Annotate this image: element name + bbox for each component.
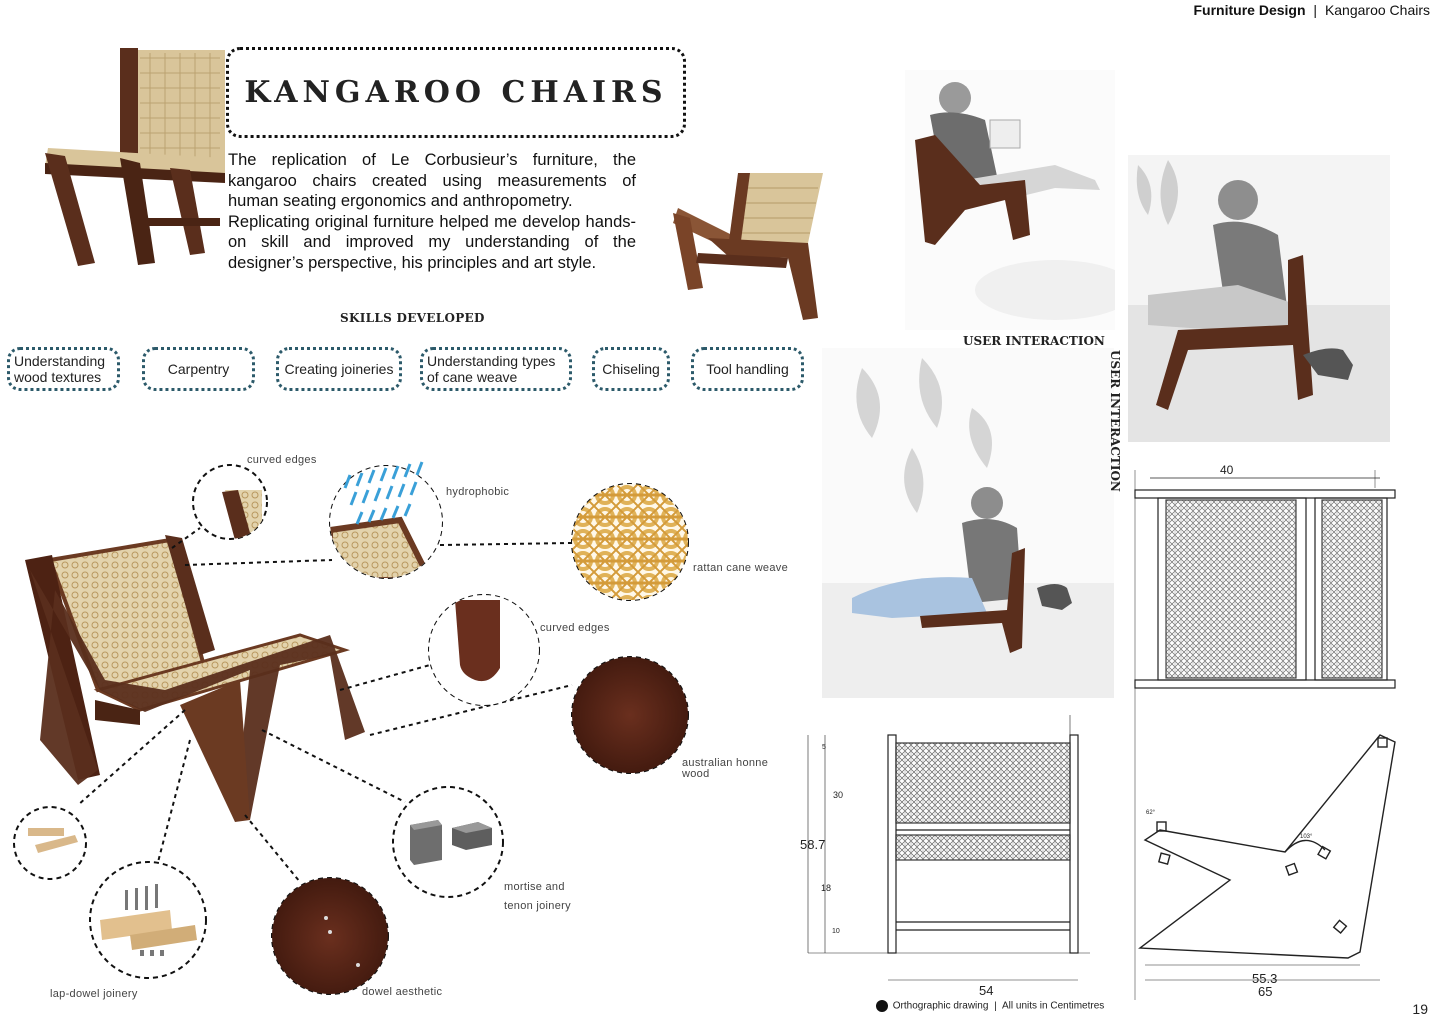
label-hydrophobic: hydrophobic xyxy=(446,486,510,498)
user-interaction-label: USER INTERACTION xyxy=(963,334,1105,348)
chair-photo-back xyxy=(40,48,230,270)
label-dowel: dowel aesthetic xyxy=(362,986,443,998)
dim-top-width: 40 xyxy=(1220,463,1234,477)
header-subject: Kangaroo Chairs xyxy=(1324,2,1430,18)
caption-separator: | xyxy=(994,1000,997,1012)
dim-front-5: 5 xyxy=(822,744,826,751)
main-chair-illustration xyxy=(25,535,365,822)
header-section: Furniture Design xyxy=(1193,2,1306,18)
skill-pill-cane-weave xyxy=(420,347,572,391)
page-number: 19 xyxy=(1412,1001,1428,1017)
top-view xyxy=(1135,470,1395,1000)
caption-text: Orthographic drawing xyxy=(892,1000,989,1012)
intro-text xyxy=(228,150,636,273)
chair-detail-diagram xyxy=(0,440,820,1015)
dim-front-18: 18 xyxy=(821,883,832,893)
skill-pill-chiseling xyxy=(592,347,670,391)
dim-front-10: 10 xyxy=(832,928,840,935)
page-header xyxy=(1194,2,1431,18)
skill-label: Understanding wood textures xyxy=(14,353,106,385)
dim-front-height: 58.7 xyxy=(800,837,826,852)
user-photo-reading-2 xyxy=(1128,155,1390,442)
title-box xyxy=(226,47,686,138)
skill-label: Understanding types of cane weave xyxy=(427,353,556,385)
front-view xyxy=(808,715,1090,980)
skills-heading: SKILLS DEVELOPED xyxy=(340,311,485,325)
dim-angle-62: 62° xyxy=(1146,810,1156,816)
dim-angle-103: 103° xyxy=(1300,834,1313,840)
label-mortise: mortise and tenon joinery xyxy=(504,881,571,912)
caption-units: All units in Centimetres xyxy=(1002,1000,1105,1012)
side-view xyxy=(1140,735,1395,980)
chair-photo-side xyxy=(668,168,828,323)
label-curved-edges-top: curved edges xyxy=(247,454,317,466)
dim-side-total: 65 xyxy=(1258,984,1273,999)
drawing-caption xyxy=(876,1000,1104,1012)
skill-pill-joineries xyxy=(276,347,402,391)
skill-label: Carpentry xyxy=(167,361,230,377)
skill-pill-tool-handling xyxy=(691,347,804,391)
skill-label: Tool handling xyxy=(706,361,789,377)
skill-pill-carpentry xyxy=(142,347,255,391)
label-curved-edges-leg: curved edges xyxy=(540,622,610,634)
dim-front-width: 54 xyxy=(979,983,994,998)
intro-paragraph-1: The replication of Le Corbusieur’s furniture, the kangaroo chairs created using measurements of human seating ergonomics and anthropometry. xyxy=(228,151,636,210)
skill-label: Creating joineries xyxy=(284,361,394,377)
user-photo-reading-1 xyxy=(905,70,1115,330)
label-lap-dowel: lap-dowel joinery xyxy=(50,988,138,1000)
intro-paragraph-2: Replicating original furniture helped me develop hands-on skill and improved my understanding of the designer’s perspective, his principles and art style. xyxy=(228,212,636,272)
orthographic-drawings xyxy=(800,460,1400,1000)
label-wood: australian honne wood xyxy=(682,757,769,780)
skill-pill-wood-textures xyxy=(7,347,120,391)
dim-side-depth: 55.3 xyxy=(1252,971,1278,986)
dim-front-30: 30 xyxy=(833,790,844,800)
label-rattan: rattan cane weave xyxy=(693,562,788,574)
page-title: KANGAROO CHAIRS xyxy=(244,75,668,110)
header-separator: | xyxy=(1313,2,1318,18)
user-interaction-label-vertical: USER INTERACTION xyxy=(1108,350,1122,492)
skill-label: Chiseling xyxy=(602,361,660,377)
caption-bullet-icon xyxy=(876,1000,888,1012)
